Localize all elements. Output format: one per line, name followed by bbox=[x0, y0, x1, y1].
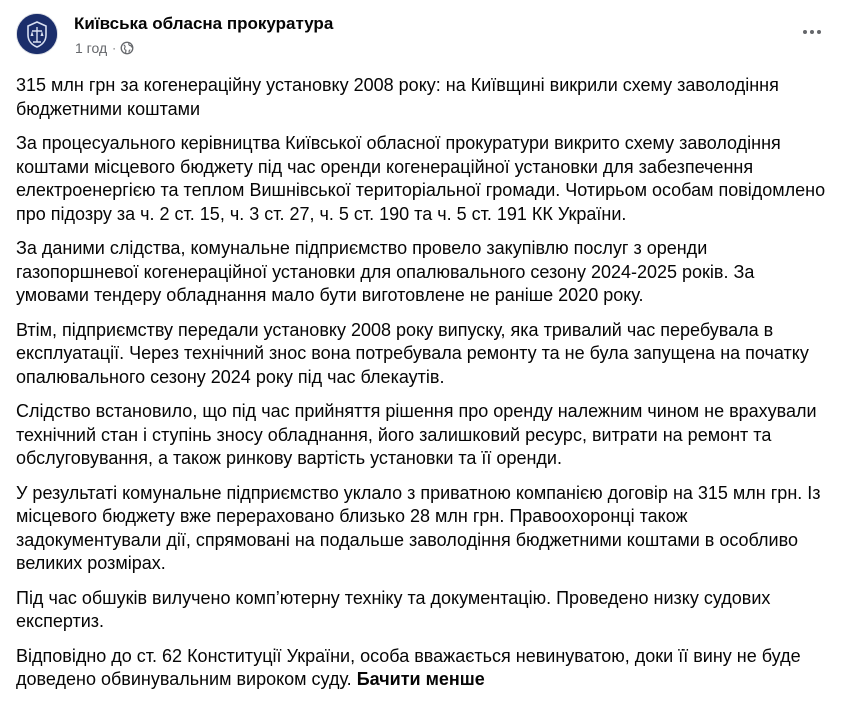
prosecutor-emblem-icon bbox=[17, 14, 57, 54]
post-paragraph: За процесуального керівництва Київської обласної прокуратури викрито схему заволодіння коштами місцевого бюджету під час оренди когенераційної установки для забезпечення електроенергією та теплом Вишнівської територіальної громади. Чотирьом особам повідомлено про підозру за ч. 2 ст. 15, ч. 3 ст. 27, ч. 5 ст. 190 та ч. 5 ст. 191 КК України. bbox=[16, 133, 826, 224]
post-paragraph: У результаті комунальне підприємство уклало з приватною компанією договір на 315 млн грн. Із місцевого бюджету вже перераховано близько 28 млн грн. Правоохоронці також задокументували дії, спрямовані на подальше заволодіння бюджетними коштами в особливо великих розмірах. bbox=[16, 482, 821, 573]
post-last-paragraph bbox=[16, 645, 828, 692]
post-meta bbox=[75, 40, 134, 56]
page-avatar[interactable] bbox=[16, 13, 58, 55]
post-paragraph: Під час обшуків вилучено комп’ютерну техніку та документацію. Проведено низку судових експертиз. bbox=[16, 587, 771, 631]
post-paragraph: За даними слідства, комунальне підприємство провело закупівлю послуг з оренди газопоршневої когенераційної установки для опалювального сезону 2024-2025 років. За умовами тендеру обладнання мало бути виготовлене не раніше 2020 року. bbox=[16, 238, 755, 305]
post-paragraph: Слідство встановило, що під час прийняття рішення про оренду належним чином не врахували технічний стан і ступінь зносу обладнання, його залишковий ресурс, витрати на ремонт та обслуговування, а також ринкову вартість установки та її оренди. bbox=[16, 401, 817, 468]
see-less-button[interactable]: Бачити менше bbox=[356, 669, 485, 689]
more-options-button[interactable] bbox=[798, 20, 826, 44]
post-body bbox=[16, 74, 828, 703]
post-paragraph: Втім, підприємству передали установку 2008 року випуску, яка тривалий час перебувала в експлуатації. Через технічний знос вона потребувала ремонту та не була запущена на початку опалювального сезону 2024 року під час блекаутів. bbox=[16, 319, 809, 387]
post-paragraph-text: Відповідно до ст. 62 Конституції України, особа вважається невинуватою, доки її вину не буде доведено обвинувальним вироком суду. bbox=[16, 645, 801, 689]
post-timestamp[interactable]: 1 год bbox=[75, 40, 108, 56]
more-horizontal-icon bbox=[803, 30, 807, 34]
meta-separator: · bbox=[112, 41, 117, 55]
post-title-paragraph: 315 млн грн за когенераційну установку 2008 року: на Київщині викрили схему заволодіння бюджетними коштами bbox=[16, 75, 779, 119]
post-header bbox=[16, 12, 826, 60]
globe-icon[interactable] bbox=[120, 41, 134, 55]
page-name-link[interactable]: Київська обласна прокуратура bbox=[74, 14, 334, 33]
